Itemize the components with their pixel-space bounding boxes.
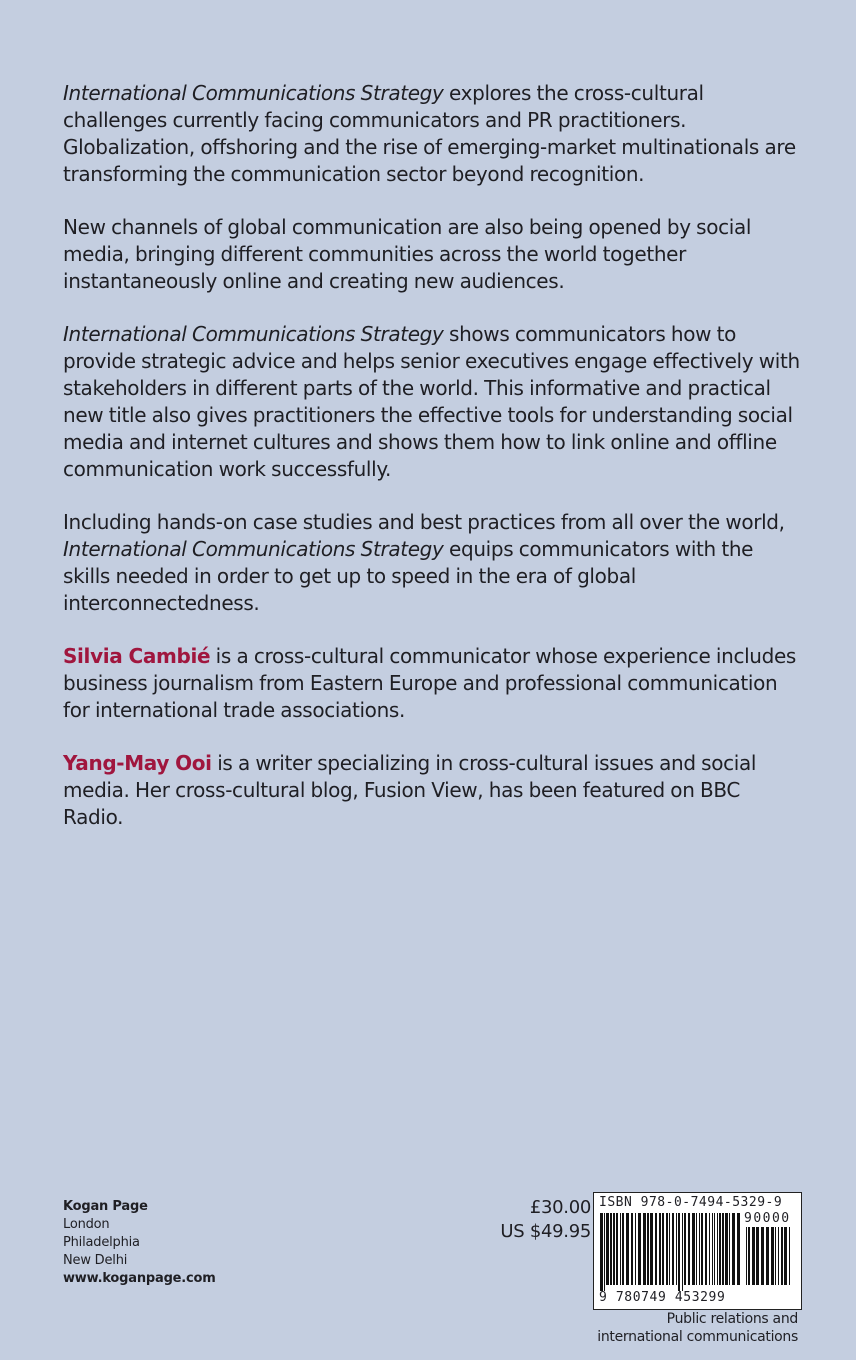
blurb-paragraph-3 — [63, 321, 803, 483]
barcode-bar — [737, 1213, 740, 1285]
barcode-bar — [613, 1213, 615, 1285]
barcode-bar — [676, 1213, 677, 1285]
subject-category — [597, 1310, 798, 1346]
barcode-bar — [717, 1213, 718, 1285]
blurb-text: equips communicators with the skills needed in order to get up to speed in the era of global interconnectedness. — [63, 537, 754, 615]
barcode-bar — [606, 1213, 609, 1285]
barcode-bar — [650, 1213, 653, 1285]
blurb-text: Including hands-on case studies and best practices from all over the world, — [63, 510, 785, 534]
barcode-bar — [701, 1213, 703, 1285]
barcode-bar — [729, 1213, 730, 1285]
barcode-bar — [781, 1227, 783, 1285]
book-title-italic: International Communications Strategy — [63, 537, 444, 561]
isbn-label: ISBN 978-0-7494-5329-9 — [599, 1195, 783, 1210]
category-line: international communications — [597, 1329, 798, 1345]
barcode-bar — [655, 1213, 657, 1285]
blurb-paragraph-1 — [63, 80, 803, 188]
back-cover-blurb — [63, 80, 803, 857]
barcode-bar — [678, 1213, 680, 1291]
barcode-bar — [688, 1213, 690, 1285]
barcode-bar — [669, 1213, 670, 1285]
publisher-city: Philadelphia — [63, 1235, 140, 1250]
book-title-italic: International Communications Strategy — [63, 322, 444, 346]
barcode-bar — [610, 1213, 612, 1285]
barcode-bar — [752, 1227, 755, 1285]
price-us: US $49.95 — [500, 1221, 591, 1242]
price-uk: £30.00 — [529, 1197, 591, 1218]
ean-digits: 9 780749 453299 — [599, 1290, 726, 1305]
barcode-addon-digits: 90000 — [744, 1211, 791, 1226]
author-name: Silvia Cambié — [63, 644, 211, 668]
publisher-city: New Delhi — [63, 1253, 128, 1268]
publisher-name: Kogan Page — [63, 1199, 148, 1214]
barcode-bar — [775, 1227, 776, 1285]
barcode-bar — [631, 1213, 633, 1285]
barcode-bar — [692, 1213, 695, 1285]
barcode-bar — [684, 1213, 686, 1285]
blurb-text: shows communicators how to provide strategic advice and helps senior executives engage effectively with stakeholders in different parts of the world. This informative and practical new title also gives practitioners the effective tools for understanding social media and internet cultures and shows them how to link online and offline communication work successfully. — [63, 322, 800, 481]
barcode-bar — [714, 1213, 715, 1285]
barcode-bar — [719, 1213, 721, 1285]
barcode-bar — [732, 1213, 735, 1285]
barcode-bar — [725, 1213, 728, 1285]
barcode-bar — [635, 1213, 636, 1285]
barcode-bar — [778, 1227, 779, 1285]
barcode-bar — [761, 1227, 764, 1285]
isbn-barcode — [593, 1192, 802, 1310]
barcode-bar — [712, 1213, 713, 1285]
barcode-bar — [616, 1213, 618, 1285]
book-title-italic: International Communications Strategy — [63, 81, 444, 105]
blurb-text: explores the cross-cultural challenges currently facing communicators and PR practitioners. Globalization, offshoring and the rise of emerging-market multinationals are transforming the communication sector beyond recognition. — [63, 81, 796, 186]
barcode-bar — [789, 1227, 790, 1285]
barcode-bar — [620, 1213, 621, 1285]
author-bio-1 — [63, 643, 803, 724]
author-bio-text: is a cross-cultural communicator whose experience includes business journalism from Eastern Europe and professional communication for international trade associations. — [63, 644, 796, 722]
barcode-bar — [604, 1213, 605, 1291]
barcode-bar — [771, 1227, 774, 1285]
barcode-bar — [638, 1213, 641, 1285]
publisher-website-link[interactable]: www.koganpage.com — [63, 1271, 216, 1286]
blurb-paragraph-4 — [63, 509, 803, 617]
price-block — [500, 1196, 591, 1244]
barcode-bar — [643, 1213, 646, 1285]
author-bio-text: is a writer specializing in cross-cultural issues and social media. Her cross-cultural blog, Fusion View, has been featured on BBC Radio. — [63, 751, 757, 829]
barcode-bar — [662, 1213, 664, 1285]
addon-barcode-bars — [746, 1227, 796, 1291]
barcode-bar — [647, 1213, 649, 1285]
publisher-city: London — [63, 1217, 110, 1232]
barcode-bar — [666, 1213, 668, 1285]
barcode-bar — [600, 1213, 603, 1291]
author-name: Yang-May Ooi — [63, 751, 212, 775]
barcode-bar — [705, 1213, 707, 1285]
barcode-bar — [672, 1213, 674, 1285]
publisher-info — [63, 1198, 216, 1288]
barcode-bar — [766, 1227, 769, 1285]
barcode-bar — [784, 1227, 787, 1285]
barcode-bar — [626, 1213, 629, 1285]
category-line: Public relations and — [666, 1311, 798, 1327]
author-bio-2 — [63, 750, 803, 831]
barcode-bar — [722, 1213, 724, 1285]
barcode-bar — [746, 1227, 747, 1285]
barcode-bar — [756, 1227, 759, 1285]
barcode-bar — [709, 1213, 710, 1285]
barcode-bar — [622, 1213, 624, 1285]
barcode-bar — [659, 1213, 661, 1285]
ean-barcode-bars — [600, 1213, 740, 1291]
barcode-bar — [682, 1213, 683, 1291]
blurb-paragraph-2 — [63, 214, 803, 295]
barcode-bar — [696, 1213, 697, 1285]
blurb-text: New channels of global communication are also being opened by social media, bringing different communities across the world together instantaneously online and creating new audiences. — [63, 215, 752, 293]
barcode-bar — [699, 1213, 700, 1285]
barcode-bar — [748, 1227, 750, 1285]
